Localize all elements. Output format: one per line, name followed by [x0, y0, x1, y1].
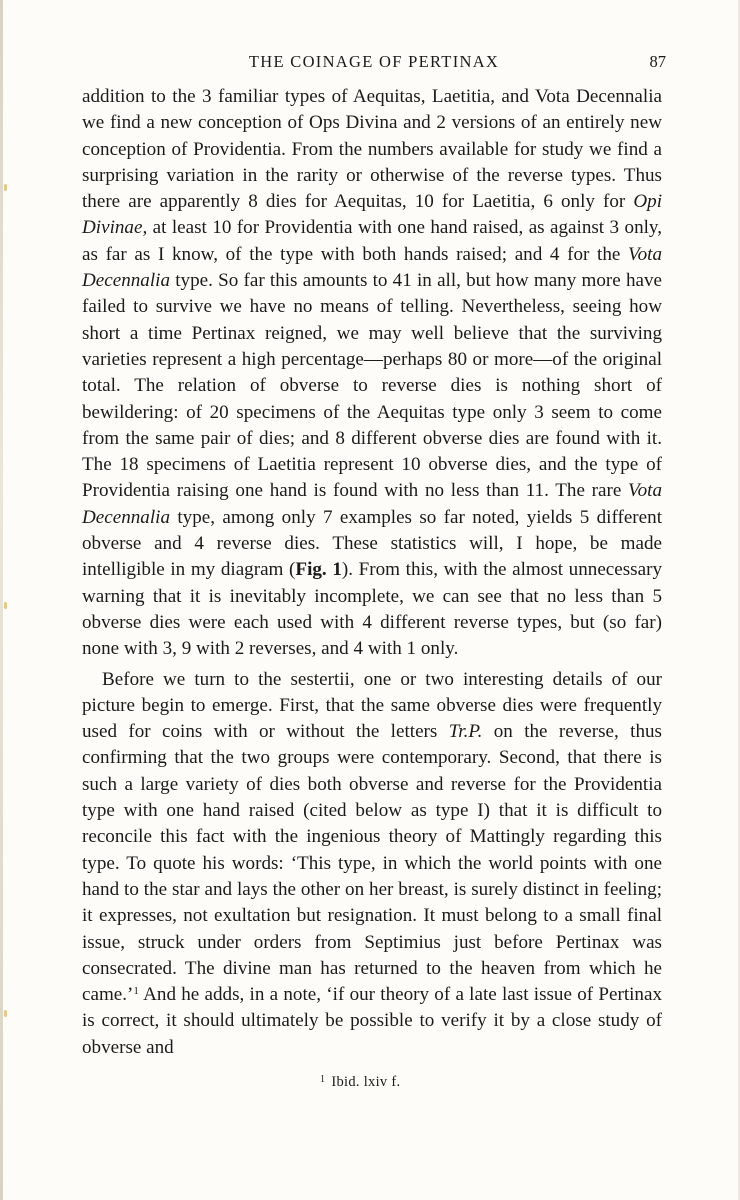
text-run: Tr.P. [448, 721, 483, 743]
footnote-reference: 1 [133, 985, 139, 998]
text-run: Opi Divinae, [82, 191, 662, 239]
text-run: at least 10 for Providentia with one hand raised, as against 3 only, as far as I know, of the type with both hands raised; and 4 for the [82, 217, 662, 265]
paper-stain [4, 184, 7, 191]
footnote-text: Ibid. lxiv f. [331, 1074, 401, 1090]
page-edge-left [0, 0, 3, 1200]
paragraph [82, 667, 662, 1061]
text-run: addition to the 3 familiar types of Aequitas, Laetitia, and Vota Decennalia we find a new conception of Ops Divina and 2 versions of an entirely new conception of Providentia. From the numbers available for study we find a surprising variation in the rarity or otherwise of the reverse types. Thus there are apparently 8 dies for Aequitas, 10 for Laetitia, 6 only for [82, 86, 662, 213]
text-run: Vota Decennalia [82, 243, 662, 292]
text-run: Fig. 1 [295, 559, 342, 581]
paper-stain [4, 1010, 7, 1017]
paragraph [82, 84, 662, 663]
text-run: type, among only 7 examples so far noted, yields 5 different obverse and 4 reverse dies. These statistics will, I hope, be made intelligible in my diagram ( [82, 506, 662, 581]
running-head [82, 50, 666, 74]
running-title: THE COINAGE OF PERTINAX [248, 52, 500, 71]
body-text [82, 84, 662, 1061]
footnote [320, 1074, 400, 1091]
footnote-marker: 1 [320, 1074, 326, 1085]
text-run: Vota Decennalia [82, 480, 662, 528]
page-number: 87 [649, 52, 666, 71]
text-run: And he adds, in a note, ‘if our theory of a late last issue of Pertinax is correct, it should ultimately be possible to verify it by a close study of obverse and [82, 984, 662, 1058]
text-run: ). From this, with the almost unnecessary warning that it is inevitably incomplete, we can see that no less than 5 obverse dies were each used with 4 different reverse types, but (so far) none with 3, 9 with 2 reverses, and 4 with 1 only. [82, 559, 662, 660]
text-run: type. So far this amounts to 41 in all, but how many more have failed to survive we have no means of telling. Nevertheless, seeing how short a time Pertinax reigned, we may well believe that the surviving varieties represent a high percentage—perhaps 80 or more—of the original total. The relation of obverse to reverse dies is nothing short of bewildering: of 20 specimens of the Aequitas type only 3 seem to come from the same pair of dies; and 8 different obverse dies are found with it. The 18 specimens of Laetitia represent 10 obverse dies, and the type of Providentia raising one hand is found with no less than 11. The rare [82, 270, 662, 502]
text-run: on the reverse, thus confirming that the two groups were contemporary. Second, that there is such a large variety of dies both obverse and reverse for the Providentia type with one hand raised (cited below as type I) that it is difficult to reconcile this fact with the ingenious theory of Mattingly regarding this type. To quote his words: ‘This type, in which the world points with one hand to the star and lays the other on her breast, is surely distinct in feeling; it expresses, not exultation but resignation. It must belong to a small final issue, struck under orders from Septimius just before Pertinax was consecrated. The divine man has returned to the heaven from which he came.’ [82, 721, 662, 1006]
text-run: Before we turn to the sestertii, one or two interesting details of our picture begin to emerge. First, that the same obverse dies were frequently used for coins with or without the letters [82, 668, 662, 743]
paper-stain [4, 602, 7, 609]
